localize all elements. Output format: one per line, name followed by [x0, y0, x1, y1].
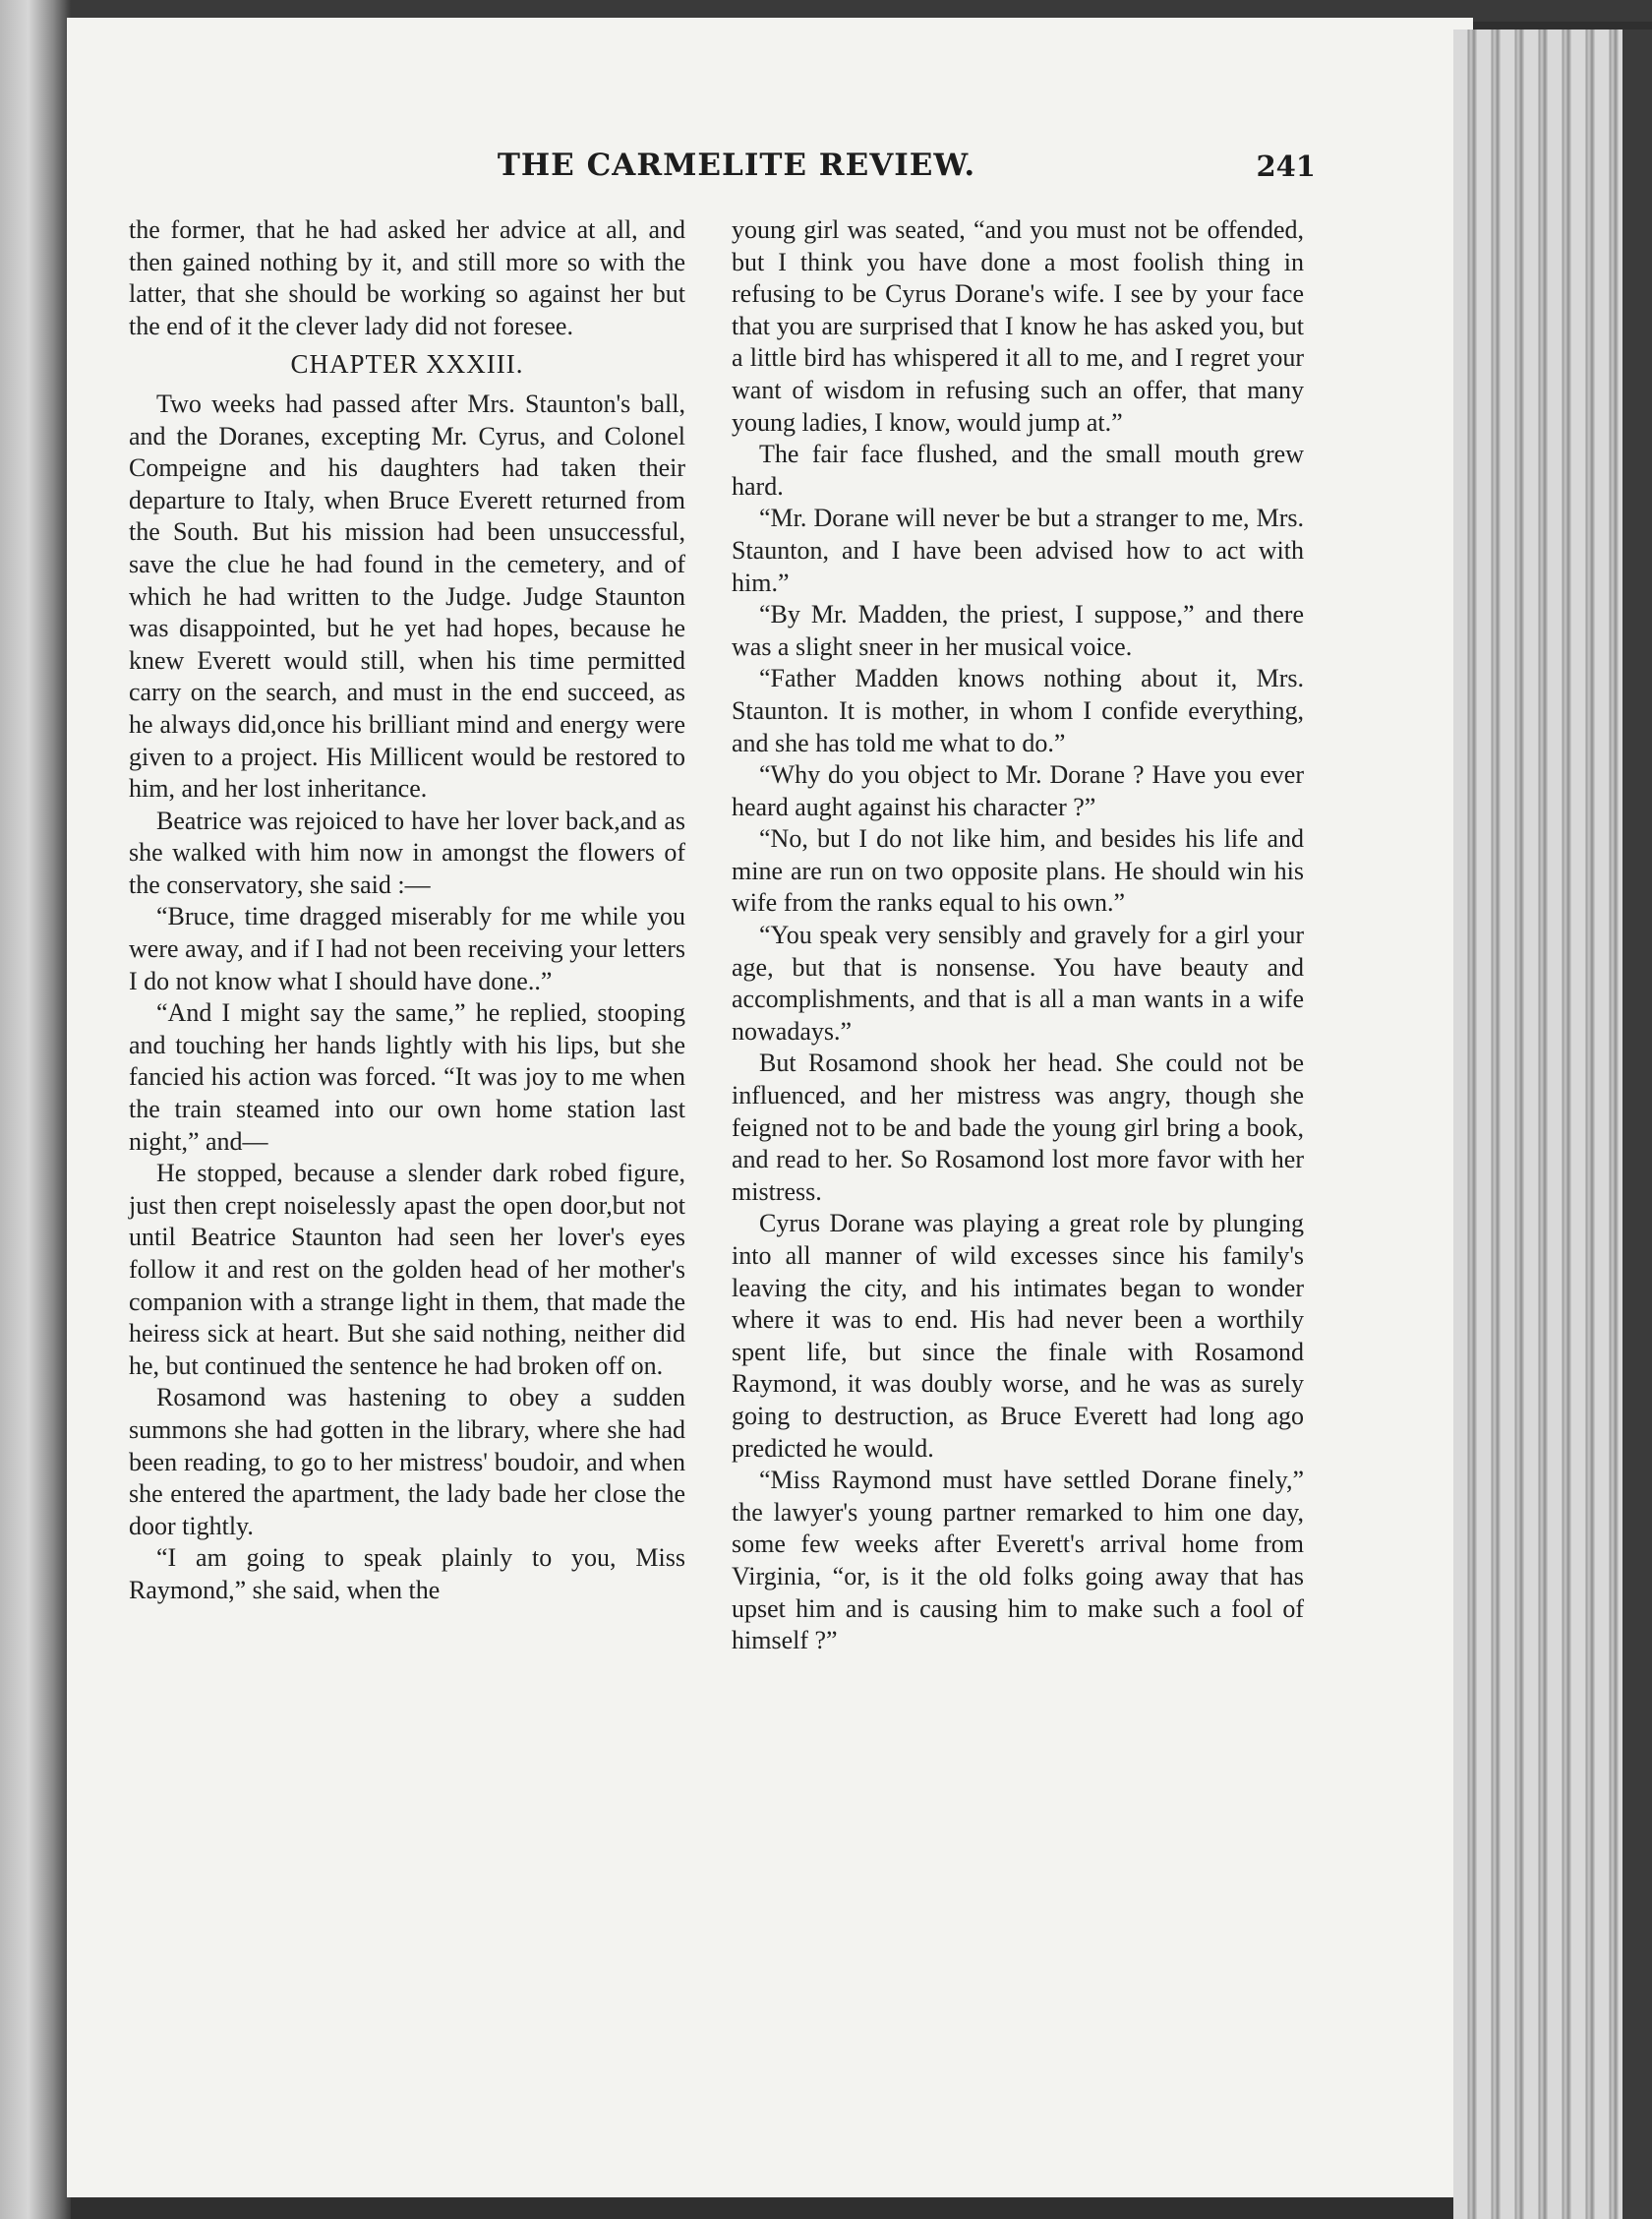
paragraph: Cyrus Dorane was playing a great role by plunging into all manner of wild excesses since his family's leaving the city, and his intimates began to wonder where it was to end. His had never been a worthily spent life, but since the finale with Rosamond Raymond, it was doubly worse, and he was as surely going to destruction, as Bruce Everett had long ago predicted he would.: [732, 1209, 1304, 1463]
paragraph: “I am going to speak plainly to you, Miss Raymond,” she said, when the: [129, 1543, 685, 1604]
paragraph: “You speak very sensibly and gravely for a girl your age, but that is nonsense. You have beauty and accomplishments, and that is all a man wants in a wife nowadays.”: [732, 921, 1304, 1046]
page-number: 241: [1256, 150, 1316, 183]
paragraph: “And I might say the same,” he replied, stooping and touching her hands lightly with his lips, but she fancied his action was forced. “It was joy to me when the train steamed into our own home station last night,” and—: [129, 998, 685, 1156]
paragraph: He stopped, because a slender dark robed figure, just then crept noiselessly apast the open door,but not until Beatrice Staunton had seen her lover's eyes follow it and rest on the golden head of her mother's companion with a strange light in them, that made the heiress sick at heart. But she said nothing, neither did he, but continued the sentence he had broken off on.: [129, 1159, 685, 1380]
paragraph: The fair face flushed, and the small mouth grew hard.: [732, 440, 1304, 501]
left-column: [129, 214, 685, 1607]
paragraph: “Miss Raymond must have settled Dorane finely,” the lawyer's young partner remarked to him one day, some few weeks after Everett's arrival home from Virginia, “or, is it the old folks going away that has upset him and is causing him to make such a fool of himself ?”: [732, 1466, 1304, 1655]
paragraph: Rosamond was hastening to obey a sudden summons she had gotten in the library, where she had been reading, to go to her mistress' boudoir, and when she entered the apartment, the lady bade her close the door tightly.: [129, 1383, 685, 1540]
paragraph: Beatrice was rejoiced to have her lover back,and as she walked with him now in amongst the flowers of the conservatory, she said :—: [129, 806, 685, 899]
paragraph: “By Mr. Madden, the priest, I suppose,” and there was a slight sneer in her musical voice.: [732, 600, 1304, 661]
paragraph: “Bruce, time dragged miserably for me while you were away, and if I had not been receiving your letters I do not know what I should have done..”: [129, 902, 685, 995]
paragraph: Two weeks had passed after Mrs. Staunton's ball, and the Doranes, excepting Mr. Cyrus, and Colonel Compeigne and his daughters had taken their departure to Italy, when Bruce Everett returned from the South. But his mission had been unsuccessful, save the clue he had found in the cemetery, and of which he had written to the Judge. Judge Staunton was disappointed, but he yet had hopes, because he knew Everett would still, when his time permitted carry on the search, and must in the end succeed, as he always did,once his brilliant mind and energy were given to a project. His Millicent would be restored to him, and her lost inheritance.: [129, 389, 685, 804]
paragraph: “No, but I do not like him, and besides his life and mine are run on two opposite plans. He should win his wife from the ranks equal to his own.”: [732, 824, 1304, 918]
paragraph: “Father Madden knows nothing about it, Mrs. Staunton. It is mother, in whom I confide everything, and she has told me what to do.”: [732, 664, 1304, 757]
chapter-heading: CHAPTER XXXIII.: [290, 349, 524, 380]
running-head: THE CARMELITE REVIEW.: [497, 148, 976, 183]
paragraph: “Why do you object to Mr. Dorane ? Have you ever heard aught against his character ?”: [732, 760, 1304, 821]
paragraph: the former, that he had asked her advice at all, and then gained nothing by it, and still more so with the latter, that she should be working so against her but the end of it the clever lady did not foresee.: [129, 215, 685, 340]
page-stack-edges: [1453, 30, 1652, 2219]
facing-page-edge: [0, 0, 71, 2219]
paragraph: “Mr. Dorane will never be but a stranger to me, Mrs. Staunton, and I have been advised how to act with him.”: [732, 504, 1304, 597]
paragraph: young girl was seated, “and you must not be offended, but I think you have done a most foolish thing in refusing to be Cyrus Dorane's wife. I see by your face that you are surprised that I know he has asked you, but a little bird has whispered it all to me, and I regret your want of wisdom in refusing such an offer, that many young ladies, I know, would jump at.”: [732, 215, 1304, 437]
paragraph: But Rosamond shook her head. She could not be influenced, and her mistress was angry, though she feigned not to be and bade the young girl bring a book, and read to her. So Rosamond lost more favor with her mistress.: [732, 1049, 1304, 1206]
right-column: [732, 214, 1304, 1657]
